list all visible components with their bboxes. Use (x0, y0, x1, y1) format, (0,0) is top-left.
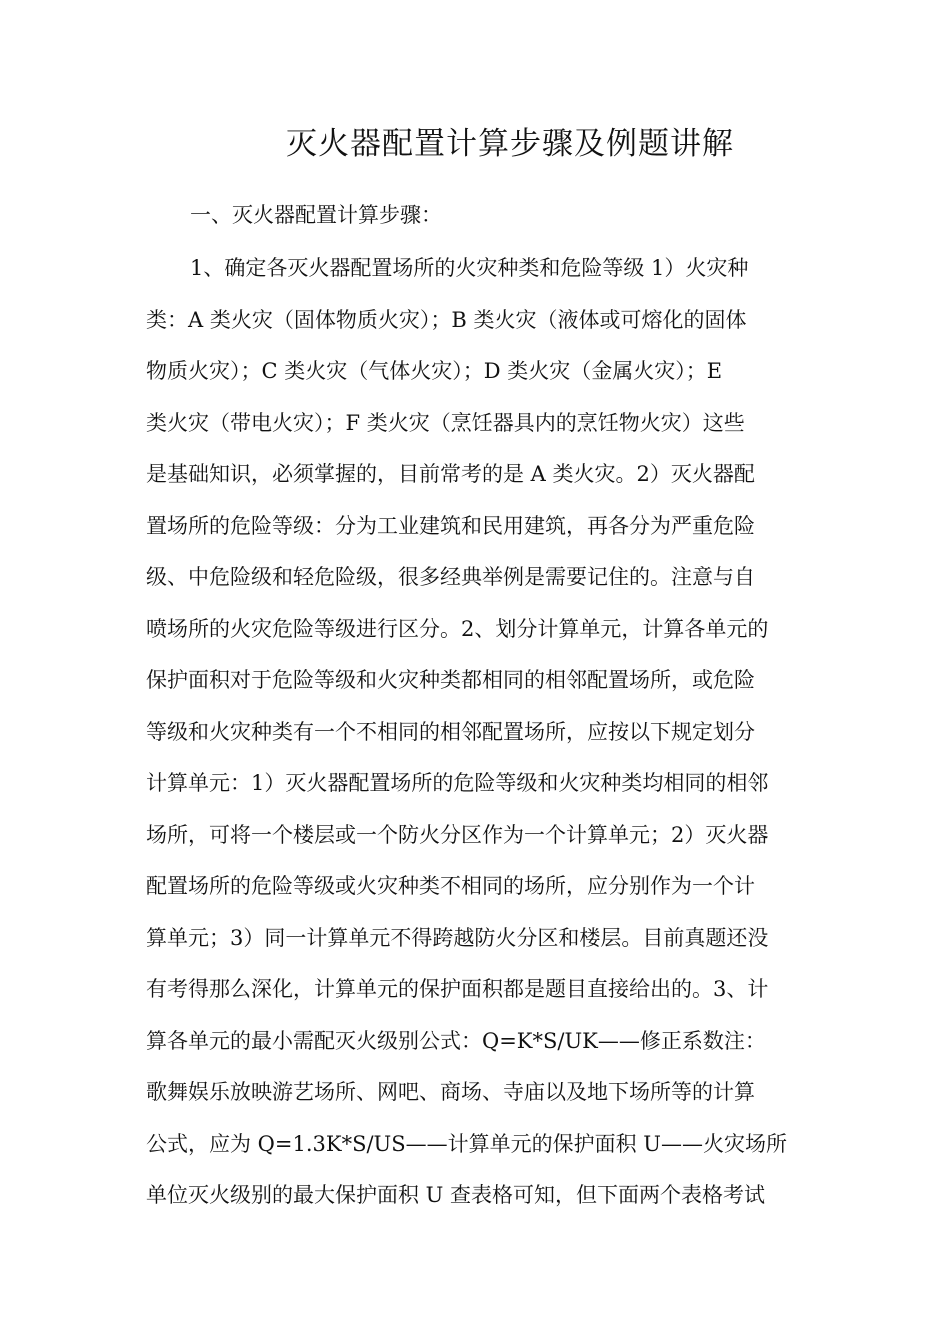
text-line: 物质火灾）；C 类火灾（气体火灾）；D 类火灾（金属火灾）；E (146, 359, 723, 383)
body-text (146, 248, 826, 1227)
text-line: 场所，可将一个楼层或一个防火分区作为一个计算单元；2）灭火器 (146, 822, 769, 847)
text-line: 等级和火灾种类有一个不相同的相邻配置场所，应按以下规定划分 (146, 719, 755, 744)
document-title: 灭火器配置计算步骤及例题讲解 (286, 126, 734, 162)
text-line: 算单元；3）同一计算单元不得跨越防火分区和楼层。目前真题还没 (146, 925, 769, 950)
text-line: 类火灾（带电火灾）；F 类火灾（烹饪器具内的烹饪物火灾）这些 (146, 410, 745, 435)
text-line: 保护面积对于危险等级和火灾种类都相同的相邻配置场所，或危险 (146, 668, 755, 692)
text-line: 喷场所的火灾危险等级进行区分。2、划分计算单元，计算各单元的 (146, 616, 769, 641)
text-line: 1、确定各灭火器配置场所的火灾种类和危险等级 1）火灾种 (190, 256, 749, 280)
text-line: 单位灭火级别的最大保护面积 U 查表格可知，但下面两个表格考试 (146, 1183, 766, 1207)
text-line: 有考得那么深化，计算单元的保护面积都是题目直接给出的。3、计 (146, 977, 769, 1001)
text-line: 计算单元：1）灭火器配置场所的危险等级和火灾种类均相同的相邻 (146, 771, 769, 795)
text-line: 算各单元的最小需配灭火级别公式：Q=K*S/UK——修正系数注： (146, 1028, 766, 1053)
text-line: 歌舞娱乐放映游艺场所、网吧、商场、寺庙以及地下场所等的计算 (146, 1080, 755, 1104)
text-line: 置场所的危险等级：分为工业建筑和民用建筑，再各分为严重危险 (146, 513, 755, 538)
text-line: 类：A 类火灾（固体物质火灾）；B 类火灾（液体或可熔化的固体 (146, 307, 747, 332)
text-line: 公式，应为 Q=1.3K*S/US——计算单元的保护面积 U——火灾场所 (146, 1131, 787, 1156)
text-line: 是基础知识，必须掌握的，目前常考的是 A 类火灾。2）灭火器配 (146, 462, 755, 486)
text-line: 配置场所的危险等级或火灾种类不相同的场所，应分别作为一个计 (146, 874, 755, 898)
section-heading: 一、灭火器配置计算步骤： (190, 203, 442, 227)
text-line: 级、中危险级和轻危险级，很多经典举例是需要记住的。注意与自 (146, 565, 755, 589)
